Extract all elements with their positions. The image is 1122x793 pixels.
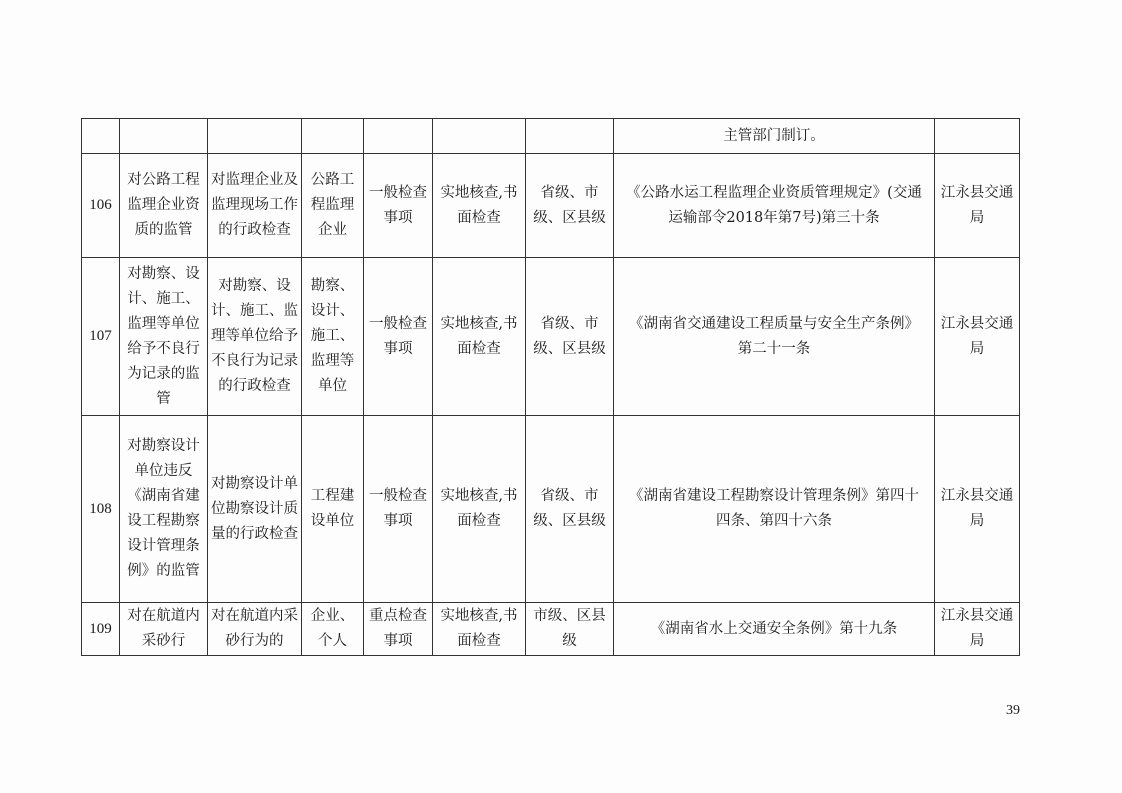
department-cell: 江永县交通局: [935, 603, 1020, 656]
page-number: 39: [1006, 703, 1020, 718]
table-cell-empty: [935, 119, 1020, 154]
inspection-content-cell: 对在航道内采砂行为的: [208, 603, 302, 656]
inspection-level-cell: 省级、市级、区县级: [526, 416, 614, 603]
inspection-object-cell: 勘察、设计、施工、监理等单位: [302, 258, 364, 416]
table-cell-empty: [208, 119, 302, 154]
inspection-method-cell: 实地核查,书面检查: [433, 416, 526, 603]
table-row: [82, 154, 1020, 258]
item-number-cell: 109: [82, 603, 120, 656]
table-row: [82, 416, 1020, 603]
item-number-cell: 107: [82, 258, 120, 416]
basis-cell: 《湖南省交通建设工程质量与安全生产条例》 第二十一条: [614, 258, 935, 416]
table-cell-empty: [120, 119, 208, 154]
department-cell: 江永县交通局: [935, 154, 1020, 258]
item-name-cell: 对公路工程监理企业资质的监管: [120, 154, 208, 258]
table-cell-empty: [433, 119, 526, 154]
basis-cell: 《公路水运工程监理企业资质管理规定》(交通运输部令2018年第7号)第三十条: [614, 154, 935, 258]
inspection-method-cell: 实地核查,书面检查: [433, 258, 526, 416]
item-number-cell: 106: [82, 154, 120, 258]
item-number-cell: 108: [82, 416, 120, 603]
table-row: [82, 258, 1020, 416]
table-row-continuation: [82, 119, 1020, 154]
department-cell: 江永县交通局: [935, 258, 1020, 416]
inspection-content-cell: 对监理企业及监理现场工作的行政检查: [208, 154, 302, 258]
inspection-object-cell: 工程建设单位: [302, 416, 364, 603]
inspection-items-table: [81, 118, 1020, 656]
table-cell-empty: [82, 119, 120, 154]
table-cell-empty: [302, 119, 364, 154]
basis-cell: 主管部门制订。: [614, 119, 935, 154]
inspection-category-cell: 一般检查事项: [364, 416, 433, 603]
basis-cell: 《湖南省建设工程勘察设计管理条例》第四十四条、第四十六条: [614, 416, 935, 603]
inspection-method-cell: 实地核查,书面检查: [433, 154, 526, 258]
inspection-category-cell: 重点检查事项: [364, 603, 433, 656]
inspection-object-cell: 公路工程监理企业: [302, 154, 364, 258]
inspection-category-cell: 一般检查事项: [364, 154, 433, 258]
item-name-cell: 对勘察设计单位违反《湖南省建设工程勘察设计管理条例》的监管: [120, 416, 208, 603]
item-name-cell: 对在航道内采砂行: [120, 603, 208, 656]
inspection-level-cell: 市级、区县级: [526, 603, 614, 656]
item-name-cell: 对勘察、设计、施工、监理等单位给予不良行为记录的监管: [120, 258, 208, 416]
table-row: [82, 603, 1020, 656]
inspection-content-cell: 对勘察、设计、施工、监理等单位给予不良行为记录的行政检查: [208, 258, 302, 416]
inspection-content-cell: 对勘察设计单位勘察设计质量的行政检查: [208, 416, 302, 603]
table-cell-empty: [364, 119, 433, 154]
table-cell-empty: [526, 119, 614, 154]
department-cell: 江永县交通局: [935, 416, 1020, 603]
inspection-level-cell: 省级、市级、区县级: [526, 154, 614, 258]
inspection-method-cell: 实地核查,书面检查: [433, 603, 526, 656]
inspection-level-cell: 省级、市级、区县级: [526, 258, 614, 416]
inspection-category-cell: 一般检查事项: [364, 258, 433, 416]
inspection-object-cell: 企业、个人: [302, 603, 364, 656]
basis-cell: 《湖南省水上交通安全条例》第十九条: [614, 603, 935, 656]
